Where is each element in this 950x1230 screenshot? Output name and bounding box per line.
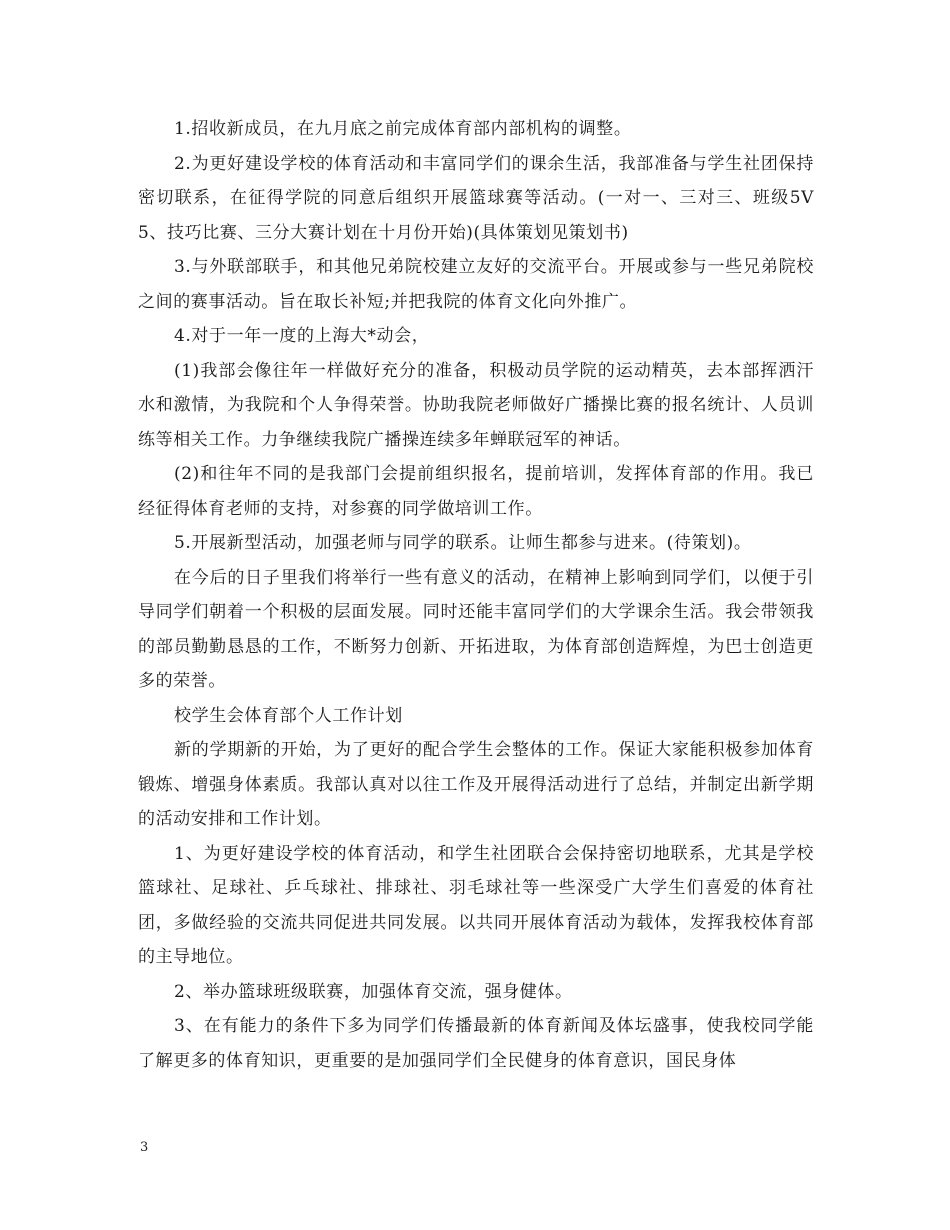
paragraph-new-activities: 5.开展新型活动，加强老师与同学的联系。让师生都参与进来。(待策划)。 [174, 533, 752, 553]
page-number: 3 [140, 1140, 149, 1155]
document-body [138, 112, 814, 1078]
paragraph-sports-meet-item-1: (1)我部会像往年一样做好充分的准备，积极动员学院的运动精英，去本部挥洒汗水和激情，为我院和个人争得荣誉。协助我院老师做好广播操比赛的报名统计、人员训练等相关工作。力争继续我院广播操连续多年蝉联冠军的神话。 [138, 360, 814, 450]
section-heading: 校学生会体育部个人工作计划 [174, 705, 403, 726]
paragraph-league: 2、举办篮球班级联赛，加强体育交流，强身健体。 [174, 981, 573, 1002]
paragraph-clubs: 1、为更好建设学校的体育活动，和学生社团联合会保持密切地联系，尤其是学校篮球社、足球社、乒乓球社、排球社、羽毛球社等一些深受广大学生们喜爱的体育社团，多做经验的交流共同促进共同发展。以共同开展体育活动为载体，发挥我校体育部的主导地位。 [138, 843, 814, 967]
paragraph-news: 3、在有能力的条件下多为同学们传播最新的体育新闻及体坛盛事，使我校同学能了解更多的体育知识，更重要的是加强同学们全民健身的体育意识，国民身体 [138, 1016, 814, 1071]
paragraph-intro: 新的学期新的开始，为了更好的配合学生会整体的工作。保证大家能积极参加体育锻炼、增强身体素质。我部认真对以往工作及开展得活动进行了总结，并制定出新学期的活动安排和工作计划。 [138, 740, 814, 829]
paragraph-sports-meet-item-2: (2)和往年不同的是我部门会提前组织报名，提前培训，发挥体育部的作用。我已经征得体育老师的支持，对参赛的同学做培训工作。 [138, 464, 814, 519]
paragraph-sports-meet: 4.对于一年一度的上海大*动会， [174, 326, 430, 346]
paragraph-recruit: 1.招收新成员，在九月底之前完成体育部内部机构的调整。 [174, 119, 632, 139]
paragraph-basketball-activities: 2.为更好建设学校的体育活动和丰富同学们的课余生活，我部准备与学生社团保持密切联系，在征得学院的同意后组织开展篮球赛等活动。(一对一、三对三、班级5V5、技巧比赛、三分大赛计划在十月份开始)(具体策划见策划书) [138, 153, 814, 243]
paragraph-future-outlook: 在今后的日子里我们将举行一些有意义的活动，在精神上影响到同学们，以便于引导同学们朝着一个积极的层面发展。同时还能丰富同学们的大学课余生活。我会带领我的部员勤勤恳恳的工作，不断努力创新、开拓进取，为体育部创造辉煌，为巴士创造更多的荣誉。 [138, 567, 814, 691]
paragraph-outreach: 3.与外联部联手，和其他兄弟院校建立友好的交流平台。开展或参与一些兄弟院校之间的赛事活动。旨在取长补短;并把我院的体育文化向外推广。 [138, 257, 814, 312]
